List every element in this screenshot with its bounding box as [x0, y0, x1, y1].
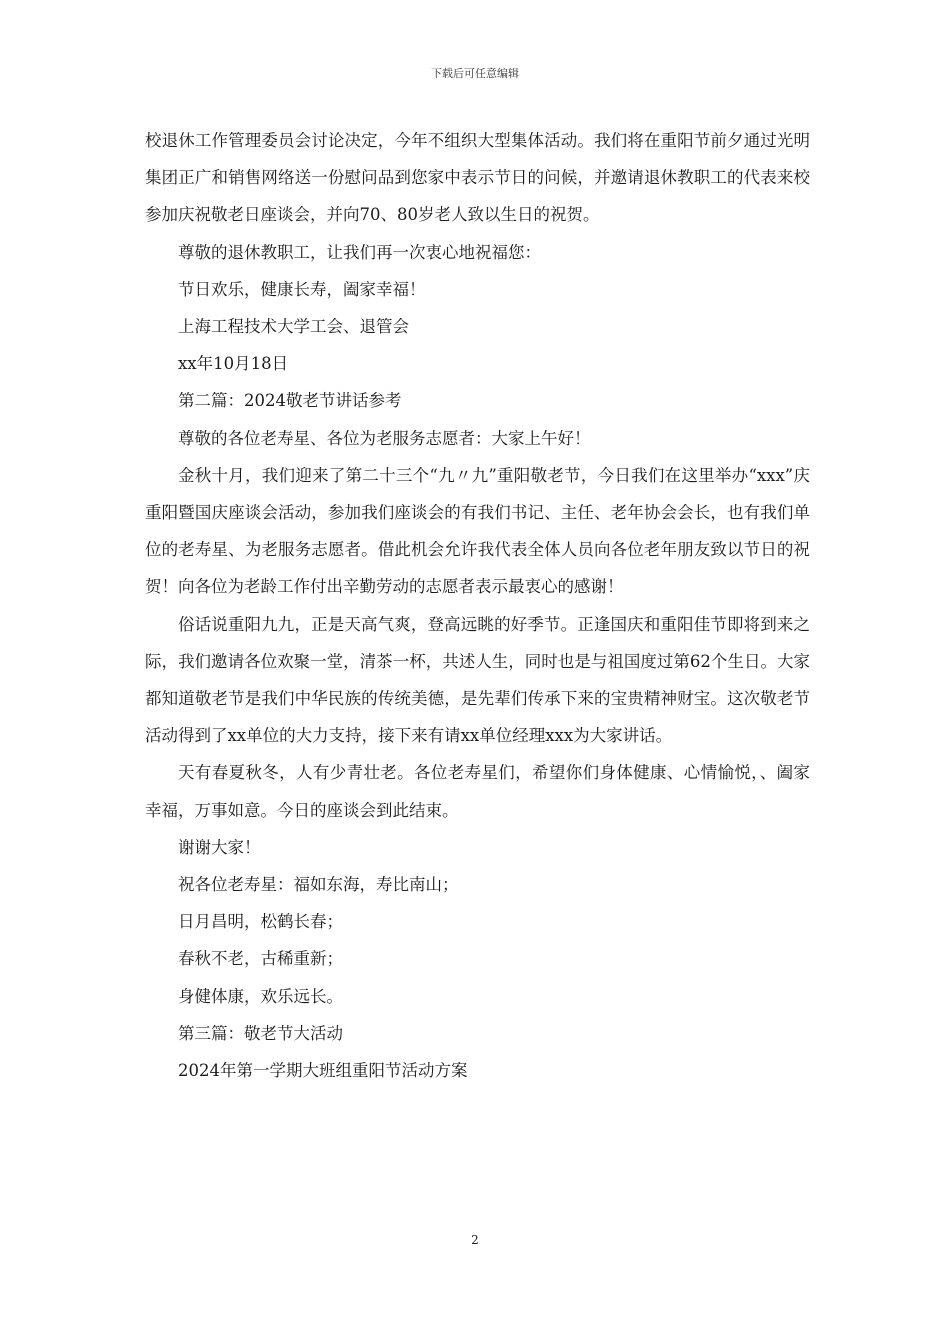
- page-number: 2: [471, 1233, 479, 1247]
- paragraph-wish-line: 祝各位老寿星：福如东海，寿比南山；: [178, 875, 459, 895]
- document-body: [145, 122, 810, 1089]
- paragraph-greeting: 尊敬的退休教职工，让我们再一次衷心地祝福您：: [178, 242, 541, 262]
- page-header: 下载后可任意编辑: [431, 67, 519, 80]
- paragraph-date: xx年10月18日: [178, 354, 289, 374]
- paragraph-salutation: 尊敬的各位老寿星、各位为老服务志愿者：大家上午好！: [178, 428, 591, 448]
- paragraph-wish-line: 身健体康，欢乐远长。: [178, 986, 343, 1006]
- paragraph-wish-line: 日月昌明，松鹤长春；: [178, 912, 343, 932]
- paragraph-plan-title: 2024年第一学期大班组重阳节活动方案: [178, 1061, 468, 1081]
- paragraph-continuation: 校退休工作管理委员会讨论决定，今年不组织大型集体活动。我们将在重阳节前夕通过光明集团正广和销售网络送一份慰问品到您家中表示节日的问候，并邀请退休教职工的代表来校参加庆祝敬老日座谈会，并向70、80岁老人致以生日的祝贺。: [145, 131, 810, 225]
- paragraph-signature: 上海工程技术大学工会、退管会: [178, 317, 409, 337]
- paragraph-thanks: 谢谢大家！: [178, 837, 261, 857]
- paragraph-body: 天有春夏秋冬，人有少青壮老。各位老寿星们，希望你们身体健康、心情愉悦，、阖家幸福，万事如意。今日的座谈会到此结束。: [145, 763, 810, 820]
- section-title-2: 第二篇：2024敬老节讲话参考: [178, 391, 402, 411]
- paragraph-wish-line: 春秋不老，古稀重新；: [178, 949, 343, 969]
- paragraph-body: 金秋十月，我们迎来了第二十三个“九〃九”重阳敬老节，今日我们在这里举办“xxx”庆重阳暨国庆座谈会活动，参加我们座谈会的有我们书记、主任、老年协会会长，也有我们单位的老寿星、为老服务志愿者。借此机会允许我代表全体人员向各位老年朋友致以节日的祝贺！向各位为老龄工作付出辛勤劳动的志愿者表示最衷心的感谢！: [145, 465, 810, 597]
- paragraph-body: 俗话说重阳九九，正是天高气爽，登高远眺的好季节。正逢国庆和重阳佳节即将到来之际，我们邀请各位欢聚一堂，清茶一杯，共述人生，同时也是与祖国度过第62个生日。大家都知道敬老节是我们中华民族的传统美德，是先辈们传承下来的宝贵精神财宝。这次敬老节活动得到了xx单位的大力支持，接下来有请xx单位经理xxx为大家讲话。: [145, 614, 810, 746]
- paragraph-blessing: 节日欢乐，健康长寿，阖家幸福！: [178, 279, 426, 299]
- section-title-3: 第三篇：敬老节大活动: [178, 1023, 343, 1043]
